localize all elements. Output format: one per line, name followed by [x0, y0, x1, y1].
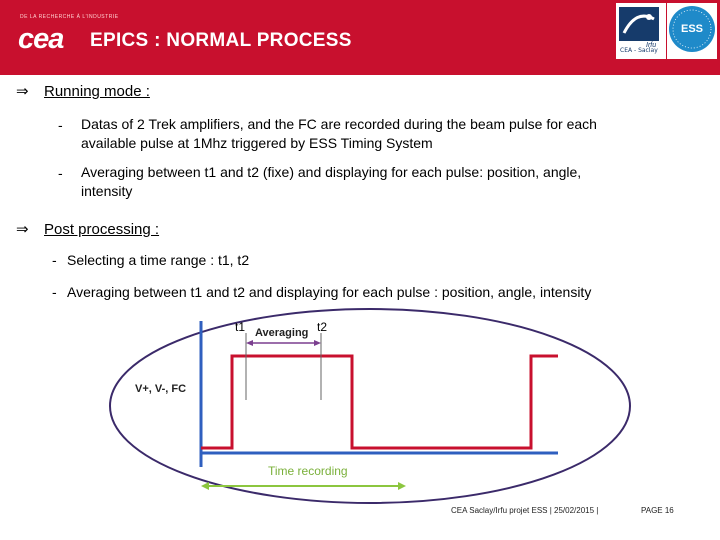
diagram-ellipse — [110, 309, 630, 503]
bullet-dash: - — [58, 165, 63, 181]
ess-logo-text: ESS — [681, 23, 704, 35]
post-arrow-icon: ⇒ — [16, 221, 29, 238]
signal-label: V+, V-, FC — [135, 383, 187, 395]
running-bullet-1-line-1: Datas of 2 Trek amplifiers, and the FC are recorded during the beam pulse for each — [81, 116, 597, 132]
footer-text: CEA Saclay/Irfu projet ESS | 25/02/2015 | — [451, 506, 599, 515]
averaging-label: Averaging — [255, 327, 309, 339]
post-bullet-2: Averaging between t1 and t2 and displaying for each pulse : position, angle, intensity — [67, 284, 592, 300]
running-bullet-2-line-1: Averaging between t1 and t2 (fixe) and displaying for each pulse: position, angle, — [81, 164, 582, 180]
time-arrowhead-right — [398, 482, 406, 490]
bullet-dash: - — [58, 117, 63, 133]
running-heading: Running mode : — [44, 83, 150, 100]
running-bullet-2-line-2: intensity — [81, 183, 133, 199]
page-title: EPICS : NORMAL PROCESS — [90, 30, 352, 51]
t1-label: t1 — [235, 320, 246, 334]
averaging-arrowhead-left — [246, 340, 253, 346]
time-recording-label: Time recording — [268, 464, 348, 478]
irfu-logo-text: CEA - Saclay — [620, 47, 658, 54]
bullet-dash: - — [52, 284, 57, 300]
svg-text:Irfu: Irfu — [646, 42, 657, 49]
cea-tagline: DE LA RECHERCHE À L'INDUSTRIE — [20, 14, 119, 20]
averaging-arrowhead-right — [314, 340, 321, 346]
page-number: PAGE 16 — [641, 506, 674, 515]
post-bullet-1: Selecting a time range : t1, t2 — [67, 252, 250, 268]
time-arrowhead-left — [201, 482, 209, 490]
post-heading: Post processing : — [44, 221, 160, 238]
running-arrow-icon: ⇒ — [16, 83, 29, 100]
bullet-dash: - — [52, 252, 57, 268]
t2-label: t2 — [317, 320, 328, 334]
running-bullet-1-line-2: available pulse at 1Mhz triggered by ESS Timing System — [81, 135, 433, 151]
pulse-signal — [201, 356, 558, 448]
cea-logo: cea — [18, 23, 64, 55]
